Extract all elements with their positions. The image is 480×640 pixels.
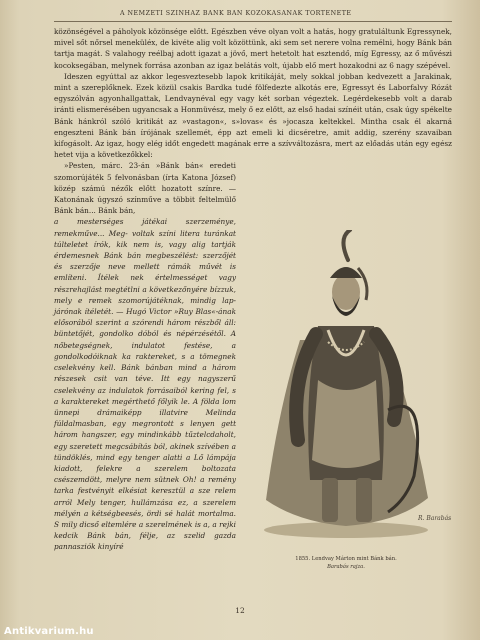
- header-rule: [54, 21, 452, 22]
- running-head: A NEMZETI SZÍNHÁZ BÁNK BÁN KÖZÖKASÁNAK TÖRTÉNETE: [120, 10, 352, 17]
- watermark-logo: Antikvarium.hu: [4, 626, 94, 637]
- portrait-illustration: [238, 230, 454, 542]
- artist-signature: R. Barabás: [418, 515, 452, 522]
- paragraph: a mesterséges játékai szerzeménye, remekműve... Meg- voltak színi litera turánkat túlteletet írók, kik nem is, vagy alig tartják érdemesnek Bánk bán megbeszélést: szerzőjét és szerzője neve mellett rámák művét is említeni. Ítélek nek értelmességet vagy részrehajlást megtétlni a következőnyére bízzuk, mely e remek szomorújátéknak, mindig lap járónak ítéletét. — Hugó Victor »Ruy Blas«-ának elősorából szerint a szórendi három részből áll: büntetőjét, gondolko dóból és népérzésétől. A nőbetegségnek, indulatot festése, a gondolkodóiknak ka raktereket, s a tömegnek cselekvény kell. Bánk bánban mind a három részesek csit van téve. Itt egy nagyszerű cselekvény az indulatok forrásaiból kering fel, s a karaktereket megérthető főlyik le. A földa lom ünnepi drámaiképp illatvire Melinda fúldalmasban, egy megrontott s lenyen gett három hangszer, egy mindinkább tűztelcdaholt, egy szeretett megcsábítás ból, akinek szívében a tündöklés, mind egy tenger alatti a Lő lámpája kiadott, felekre a szerelem boltozata csészemdött, melyre nem sütnek Oh! a remény tarka festvényit elkésiat keresztül a sze relem arról Mely tenger, hullámzása ez, a szerelem mélyén a kétségbeesés, ördi sé halát mortalma. S mily dicső eltemlére a szerelmének is a, a rejki kedcik Bánk bán, félje, az szelid gazda pannasziók kinyíré: [54, 217, 236, 552]
- illustration-caption: [238, 555, 454, 571]
- caption-line-2: Barabás rajza.: [327, 564, 365, 570]
- paragraph: közönségével a páholyok közönsége előtt. Egészben véve olyan volt a hatás, hogy gratuláltunk Egressynek, mivel sőt nőrsel meneküléx, de kivéte alig volt közöttünk, aki sem set nerere volna remélni, hogy Bánk bán tartja magát. S valahogy reélbaj adott igazat a jövő, mert hetetolt hat esztendő, míg Egressy, az ő művészi kocoksegában, melynek forrása azonban az igaz belátás volt, újabb elő mert hozakodni az 6 nagy szépével.: [54, 27, 452, 70]
- page-number: 12: [235, 606, 245, 615]
- body-text-narrow-column: [54, 160, 236, 552]
- paragraph: Ideszen egyúttal az akkor legesveztesebb lapok kritikáját, mely sokkal jobban kedvezett a Jarakinak, mint a szereplőknek. Ezek közül csakis Bardka tudé fölfedezte alkotás ere, Egressyt és Laborfalvy Rózát egyszólván agyonhallgattak, Lendvaynéval egy vagy két sorban végeztek. Legérdekesebb volt a darab iránti elismerésében ugyancsak a Honmüvész, mely ő ez előtt, az első hadai színéit után, csak úgy spékelte Bánk hánkról szóló kritikát az »vastagon«, s»lovas« és »jocasza keltekkel. Mintha csak él akarná engeszteni Bánk bán írójának szellemét, épp azt emeli ki dicséretre, amit addig, szerény szavaiban kifogásolt. Az igaz, hogy elég időt engedett magának erre a szívváltozásra, mert az előadás után egy egész hetet vija a következőkkel:: [54, 71, 452, 160]
- paragraph: »Pesten, márc. 23-án »Bánk bán« eredeti szomorújáték 5 felvonásban (írta Katona József) közép számú nézők előtt hozatott színre. — Katonának úgyszó színműve a többit feltelmülő Bánk bán... Bánk bán,: [54, 161, 236, 216]
- caption-line-1: 1855. Lendvay Márton mint Bánk bán.: [295, 556, 397, 562]
